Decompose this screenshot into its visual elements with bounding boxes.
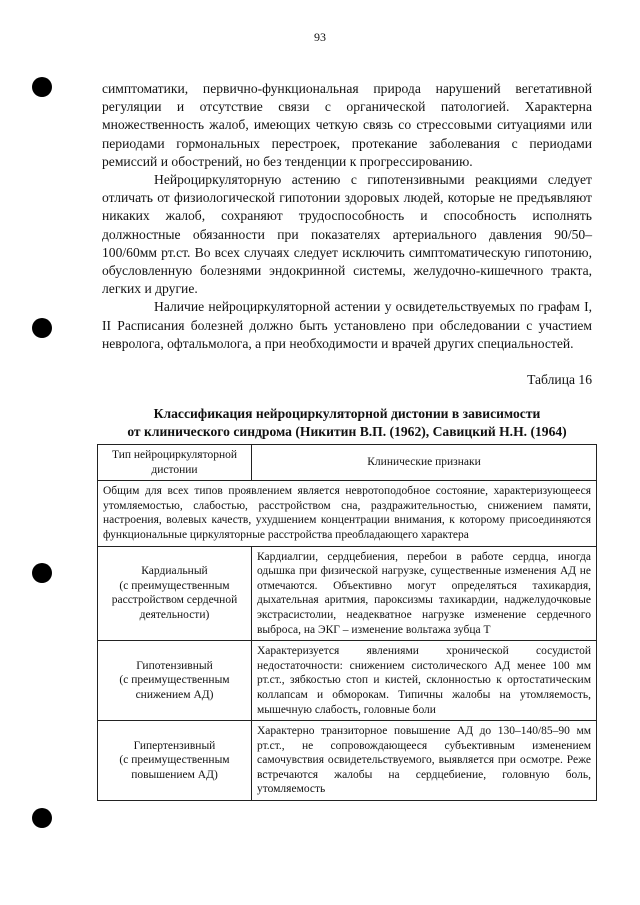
type-name: Гипертензивный (133, 739, 216, 752)
paragraph-1: симптоматики, первично-функциональная природа нарушений вегетативной регуляции и отсутствие связи с органической патологией. Характерна множественность жалоб, имеющих четкую связь со стрессовыми ситуациями или периодами гормональных перестроек, протекание заболевания с периодами ремиссий и обострений, но без тенденции к прогрессированию. (102, 81, 592, 169)
header-signs: Клинические признаки (252, 445, 597, 481)
signs-cell: Характеризуется явлениями хронической сосудистой недостаточности: снижением систолического АД менее 100 мм рт.ст., зябкостью стоп и кистей, склонностью к ортостатическим коллапсам и обморокам. Типичны жалобы на утомляемость, мышечную слабость, головные боли (252, 641, 597, 721)
table-row (98, 641, 597, 721)
signs-cell: Кардиалгии, сердцебиения, перебои в работе сердца, иногда одышка при физической нагрузке, существенные изменения АД не отмечаются. Объективно могут определяться тахикардия, дыхательная аритмия, пароксизмы тахикардии, наджелудочковые экстрасистолии, неадекватное нагрузке изменение сердечного выброса, на ЭКГ – изменение вольтажа зубца Т (252, 546, 597, 641)
type-name: Гипотензивный (136, 659, 213, 672)
table-row-general (98, 481, 597, 546)
page-body (102, 80, 592, 441)
table-label: Таблица 16 (527, 372, 592, 388)
general-description: Общим для всех типов проявлением является невротоподобное состояние, характеризующееся утомляемостью, слабостью, расстройством сна, раздражительностью, снижением памяти, настроения, волевых качеств, ухудшением концентрации внимания, к которому присоединяются функциональные циркуляторные расстройства преобладающего характера (98, 481, 597, 546)
classification-table (97, 444, 597, 801)
header-type: Тип нейроциркуляторной дистонии (98, 445, 252, 481)
paragraph-3: Наличие нейроциркуляторной астении у освидетельствуемых по графам I, II Расписания болезней должно быть установлено при обследовании с участием невролога, офтальмолога, а при необходимости и врачей других специальностей. (102, 299, 592, 351)
signs-cell: Характерно транзиторное повышение АД до 130–140/85–90 мм рт.ст., не сопровождающееся субъективным изменением самочувствия освидетельствуемого, выявляется при осмотре. Реже встречаются жалобы на сердцебиение, головную боль, утомляемость (252, 721, 597, 801)
table-row (98, 546, 597, 641)
type-note: (с преимущественным повышением АД) (119, 754, 230, 781)
type-cell (98, 546, 252, 641)
type-cell (98, 721, 252, 801)
paragraph-2: Нейроциркуляторную астению с гипотензивными реакциями следует отличать от физиологической гипотонии здоровых людей, которые не предъявляют никаких жалоб, сохраняют трудоспособность и способность исполнять должностные обязанности при показателях артериального давления 90/50–100/60мм рт.ст. Во всех случаях следует исключить симптоматическую гипотонию, обусловленную болезнями эндокринной системы, желудочно-кишечного тракта, легких и другие. (102, 172, 592, 297)
table-caption (102, 405, 592, 441)
table-caption-line-2: от клинического синдрома (Никитин В.П. (1962), Савицкий Н.Н. (1964) (127, 424, 567, 440)
binder-hole-1 (32, 77, 52, 97)
binder-hole-4 (32, 808, 52, 828)
type-cell (98, 641, 252, 721)
type-name: Кардиальный (141, 565, 208, 578)
type-note: (с преимущественным расстройством сердечной деятельности) (111, 579, 238, 621)
binder-hole-3 (32, 563, 52, 583)
table-header-row (98, 445, 597, 481)
table-caption-line-1: Классификация нейроциркуляторной дистонии в зависимости (153, 406, 541, 422)
binder-hole-2 (32, 318, 52, 338)
type-note: (с преимущественным снижением АД) (119, 674, 230, 701)
table-row (98, 721, 597, 801)
page-number: 93 (314, 30, 326, 44)
